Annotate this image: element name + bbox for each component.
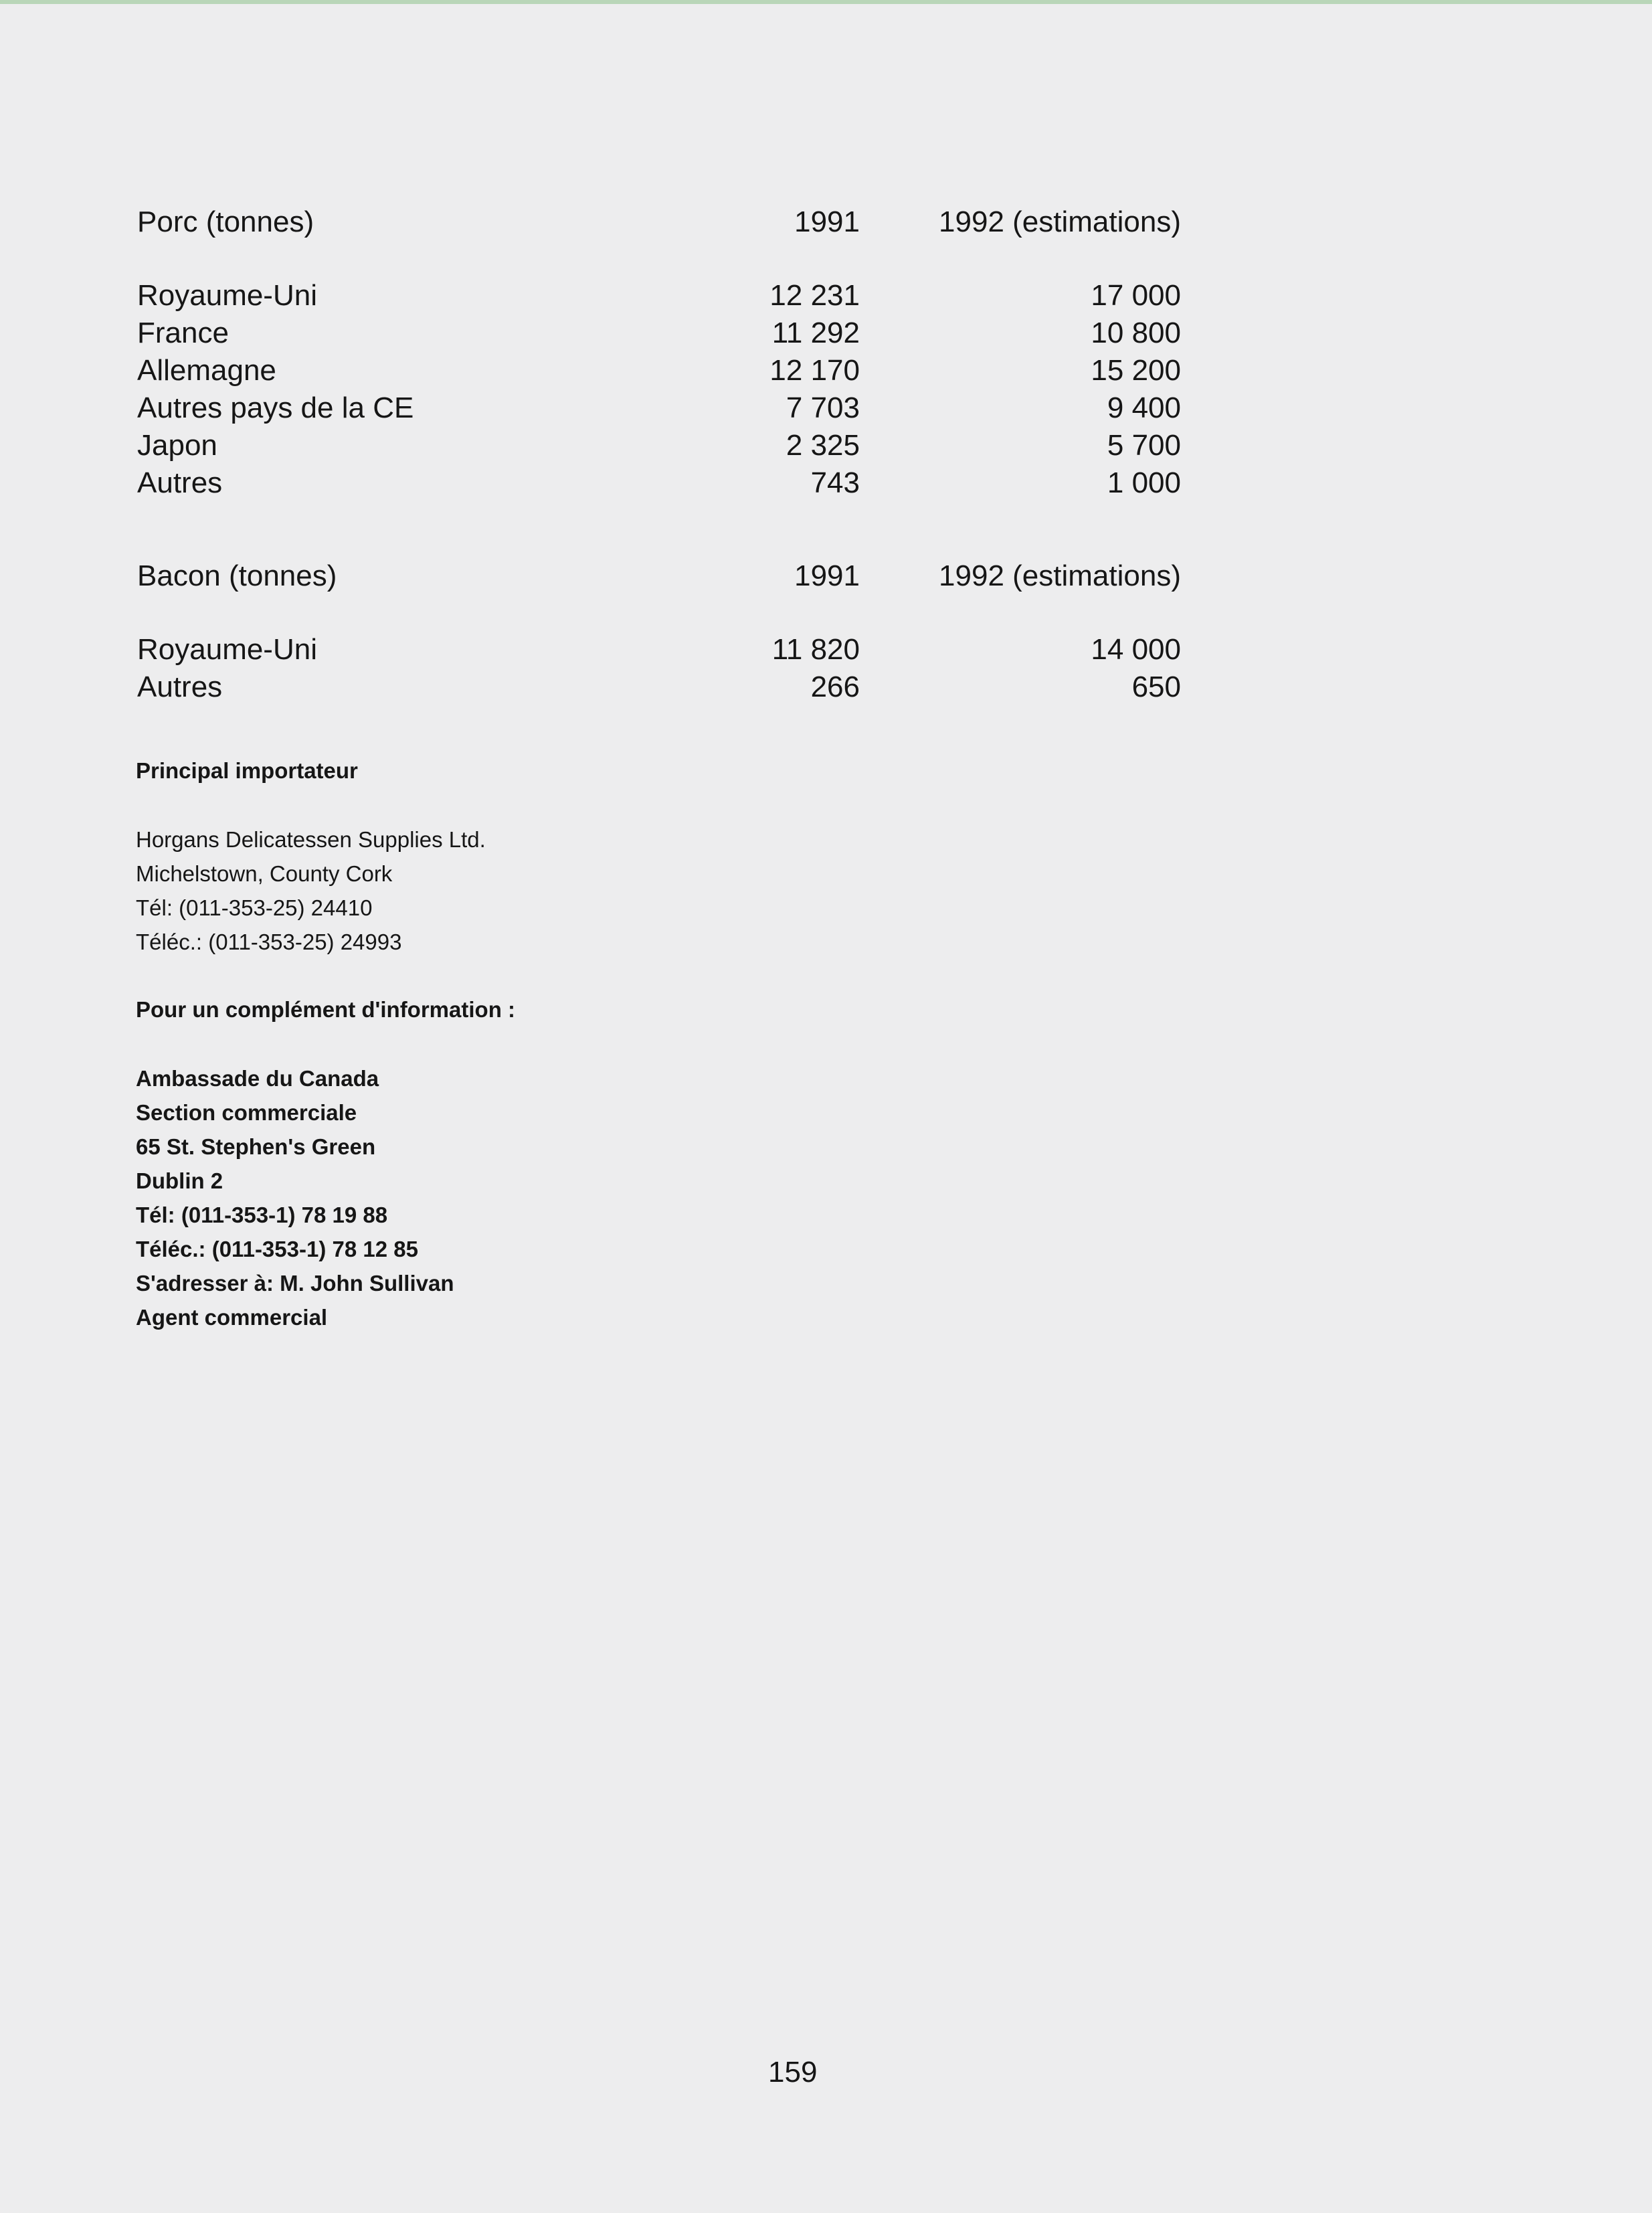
pork-table	[137, 205, 1181, 504]
country-cell: Autres pays de la CE	[137, 391, 414, 424]
bacon-table	[137, 559, 1181, 708]
country-cell: Autres	[137, 466, 223, 499]
table-row	[137, 391, 1181, 429]
info-line: S'adresser à: M. John Sullivan	[136, 1271, 454, 1296]
importer-line: Michelstown, County Cork	[136, 861, 393, 886]
value-1991-cell: 266	[810, 671, 860, 703]
value-1991-cell: 12 231	[769, 279, 860, 312]
value-1992-cell: 10 800	[1091, 317, 1181, 349]
pork-table-header	[137, 205, 1181, 243]
importer-line: Téléc.: (011-353-25) 24993	[136, 930, 402, 954]
table-row	[137, 354, 1181, 391]
country-cell: Japon	[137, 429, 217, 462]
table-row	[137, 633, 1181, 671]
value-1991-cell: 11 820	[771, 633, 860, 666]
importer-line: Tél: (011-353-25) 24410	[136, 895, 373, 920]
value-1992-cell: 1 000	[1107, 466, 1181, 499]
info-block	[136, 992, 515, 1334]
info-line: Dublin 2	[136, 1168, 223, 1193]
value-1991-cell: 743	[810, 466, 860, 499]
bacon-header-1991: 1991	[794, 559, 860, 592]
table-row	[137, 466, 1181, 504]
value-1992-cell: 17 000	[1091, 279, 1181, 312]
value-1991-cell: 2 325	[786, 429, 860, 462]
info-line: Tél: (011-353-1) 78 19 88	[136, 1203, 388, 1227]
country-cell: Royaume-Uni	[137, 633, 317, 666]
page-number: 159	[768, 2056, 818, 2089]
table-row	[137, 279, 1181, 317]
info-line: Agent commercial	[136, 1305, 328, 1330]
table-row	[137, 429, 1181, 466]
importer-block	[136, 754, 486, 959]
info-line: 65 St. Stephen's Green	[136, 1134, 376, 1159]
value-1992-cell: 9 400	[1107, 391, 1181, 424]
info-line: Ambassade du Canada	[136, 1066, 379, 1091]
value-1991-cell: 12 170	[769, 354, 860, 387]
bacon-header-1992: 1992 (estimations)	[939, 559, 1181, 592]
table-row	[137, 317, 1181, 354]
value-1992-cell: 14 000	[1091, 633, 1181, 666]
page-top-edge	[0, 0, 1652, 4]
bacon-header-label: Bacon (tonnes)	[137, 559, 337, 592]
value-1992-cell: 650	[1131, 671, 1181, 703]
country-cell: Royaume-Uni	[137, 279, 317, 312]
value-1992-cell: 15 200	[1091, 354, 1181, 387]
bacon-table-header	[137, 559, 1181, 597]
pork-header-1992: 1992 (estimations)	[939, 205, 1181, 238]
value-1991-cell: 11 292	[771, 317, 860, 349]
importer-heading: Principal importateur	[136, 758, 358, 783]
table-row	[137, 671, 1181, 708]
value-1991-cell: 7 703	[786, 391, 860, 424]
country-cell: Allemagne	[137, 354, 276, 387]
pork-header-1991: 1991	[794, 205, 860, 238]
info-heading: Pour un complément d'information :	[136, 997, 516, 1022]
country-cell: Autres	[137, 671, 223, 703]
pork-header-label: Porc (tonnes)	[137, 205, 314, 238]
value-1992-cell: 5 700	[1107, 429, 1181, 462]
country-cell: France	[137, 317, 229, 349]
info-line: Téléc.: (011-353-1) 78 12 85	[136, 1237, 418, 1261]
info-line: Section commerciale	[136, 1100, 357, 1125]
importer-line: Horgans Delicatessen Supplies Ltd.	[136, 827, 486, 852]
